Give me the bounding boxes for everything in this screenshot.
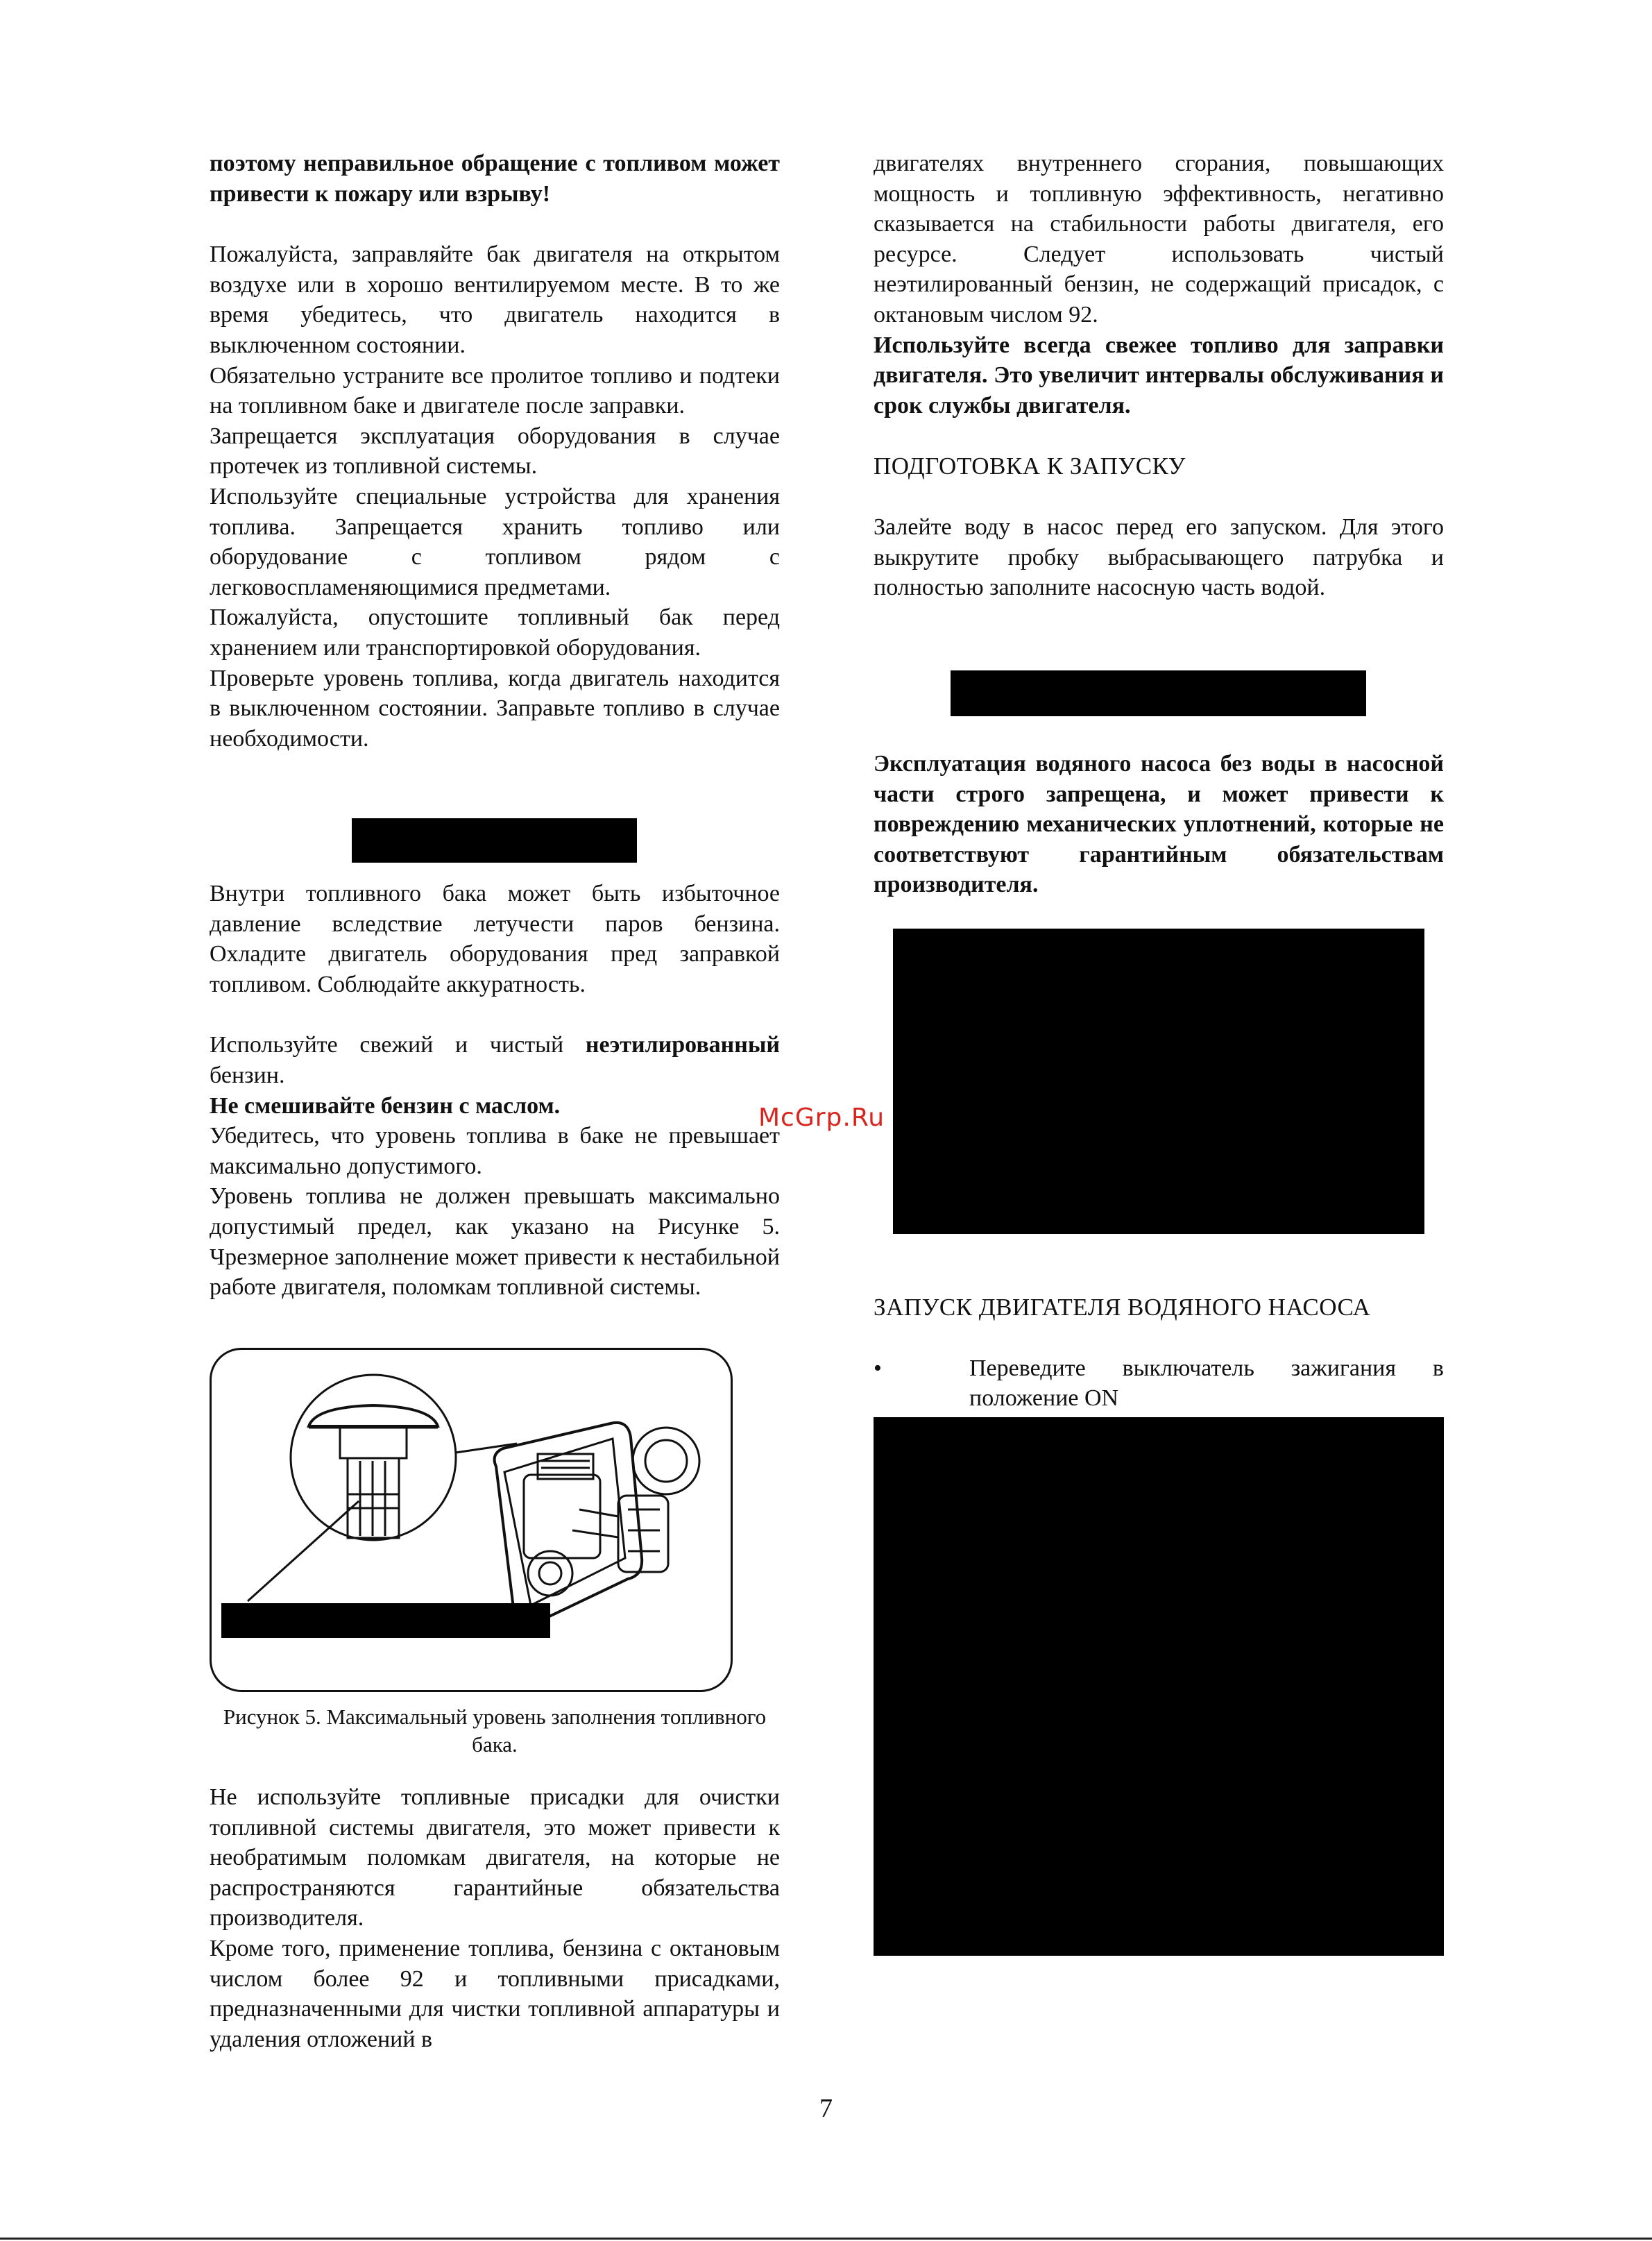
paragraph-bold: Не смешивайте бензин с маслом. <box>210 1092 561 1119</box>
fuel-tank-figure <box>210 1348 733 1692</box>
section-heading-preparation: ПОДГОТОВКА К ЗАПУСКУ <box>874 453 1186 480</box>
bullet-item: • Переведите выключатель зажигания в положение ON <box>874 1353 1444 1414</box>
paragraph: двигателях внутреннего сгорания, повышающих мощность и топливную эффективность, негативно сказывается на стабильности работы двигателя, его ресурсе. Следует использовать чистый неэтилированный бензин, не содержащий присадок, с октановым числом 92. <box>874 151 1444 328</box>
fuel-tank-illustration <box>212 1350 731 1690</box>
bullet-icon: • <box>874 1355 882 1381</box>
fire-warning-text: поэтому неправильное обращение с топливом может привести к пожару или взрыву! <box>210 151 780 207</box>
right-column-middle <box>874 749 1444 900</box>
paragraph-bold: Используйте всегда свежее топливо для заправки двигателя. Это увеличит интервалы обслуживания и срок службы двигателя. <box>874 332 1444 418</box>
paragraph: Уровень топлива не должен превышать максимально допустимый предел, как указано на Рисунке 5. Чрезмерное заполнение может привести к нестабильной работе двигателя, поломкам топливной системы. <box>210 1183 780 1301</box>
paragraph: Кроме того, применение топлива, бензина с октановым числом более 92 и топливными присадками, предназначенными для чистки топливной аппаратуры и удаления отложений в <box>210 1935 780 2052</box>
redacted-image <box>874 1417 1444 1956</box>
left-column <box>210 149 780 754</box>
paragraph: Используйте свежий и чистый неэтилированный бензин. <box>210 1032 780 1088</box>
paragraph: Проверьте уровень топлива, когда двигатель находится в выключенном состоянии. Заправьте топливо в случае необходимости. <box>210 665 780 752</box>
paragraph: Запрещается эксплуатация оборудования в случае протечек из топливной системы. <box>210 423 780 480</box>
paragraph: Используйте специальные устройства для хранения топлива. Запрещается хранить топливо или оборудование с топливом рядом с легковоспламеняющимися предметами. <box>210 483 780 600</box>
pump-warning-text: Эксплуатация водяного насоса без воды в насосной части строго запрещена, и может привести к повреждению механических уплотнений, которые не соответствуют гарантийным обязательствам производителя. <box>874 751 1444 898</box>
paragraph: Пожалуйста, опустошите топливный бак перед хранением или транспортировкой оборудования. <box>210 604 780 661</box>
paragraph: Обязательно устраните все пролитое топливо и подтеки на топливном баке и двигателе после заправки. <box>210 362 780 419</box>
paragraph: Внутри топливного бака может быть избыточное давление вследствие летучести паров бензина. Охладите двигатель оборудования пред заправкой топливом. Соблюдайте аккуратность. <box>210 881 780 997</box>
left-column-middle <box>210 879 780 1303</box>
section-heading-engine-start: ЗАПУСК ДВИГАТЕЛЯ ВОДЯНОГО НАСОСА <box>874 1294 1371 1321</box>
redacted-warning-label <box>352 818 637 863</box>
redacted-warning-label <box>951 670 1366 716</box>
figure-caption: Рисунок 5. Максимальный уровень заполнения топливного бака. <box>223 1705 767 1757</box>
right-column <box>874 149 1444 603</box>
paragraph: Не используйте топливные присадки для очистки топливной системы двигателя, это может привести к необратимым поломкам двигателя, на которые не распространяются гарантийные обязательства производителя. <box>210 1784 780 1931</box>
redacted-image <box>893 929 1424 1234</box>
page-bottom-border <box>0 2238 1652 2240</box>
page-number: 7 <box>819 2094 833 2123</box>
watermark: McGrp.Ru <box>758 1103 885 1132</box>
paragraph: Убедитесь, что уровень топлива в баке не превышает максимально допустимого. <box>210 1123 780 1179</box>
right-column-start-section <box>874 1292 1444 1414</box>
left-column-bottom <box>210 1782 780 2054</box>
redacted-figure-label <box>221 1603 550 1638</box>
paragraph: Пожалуйста, заправляйте бак двигателя на открытом воздухе или в хорошо вентилируемом месте. В то же время убедитесь, что двигатель находится в выключенном состоянии. <box>210 242 780 358</box>
paragraph: Залейте воду в насос перед его запуском. Для этого выкрутите пробку выбрасывающего патрубка и полностью заполните насосную часть водой. <box>874 514 1444 601</box>
